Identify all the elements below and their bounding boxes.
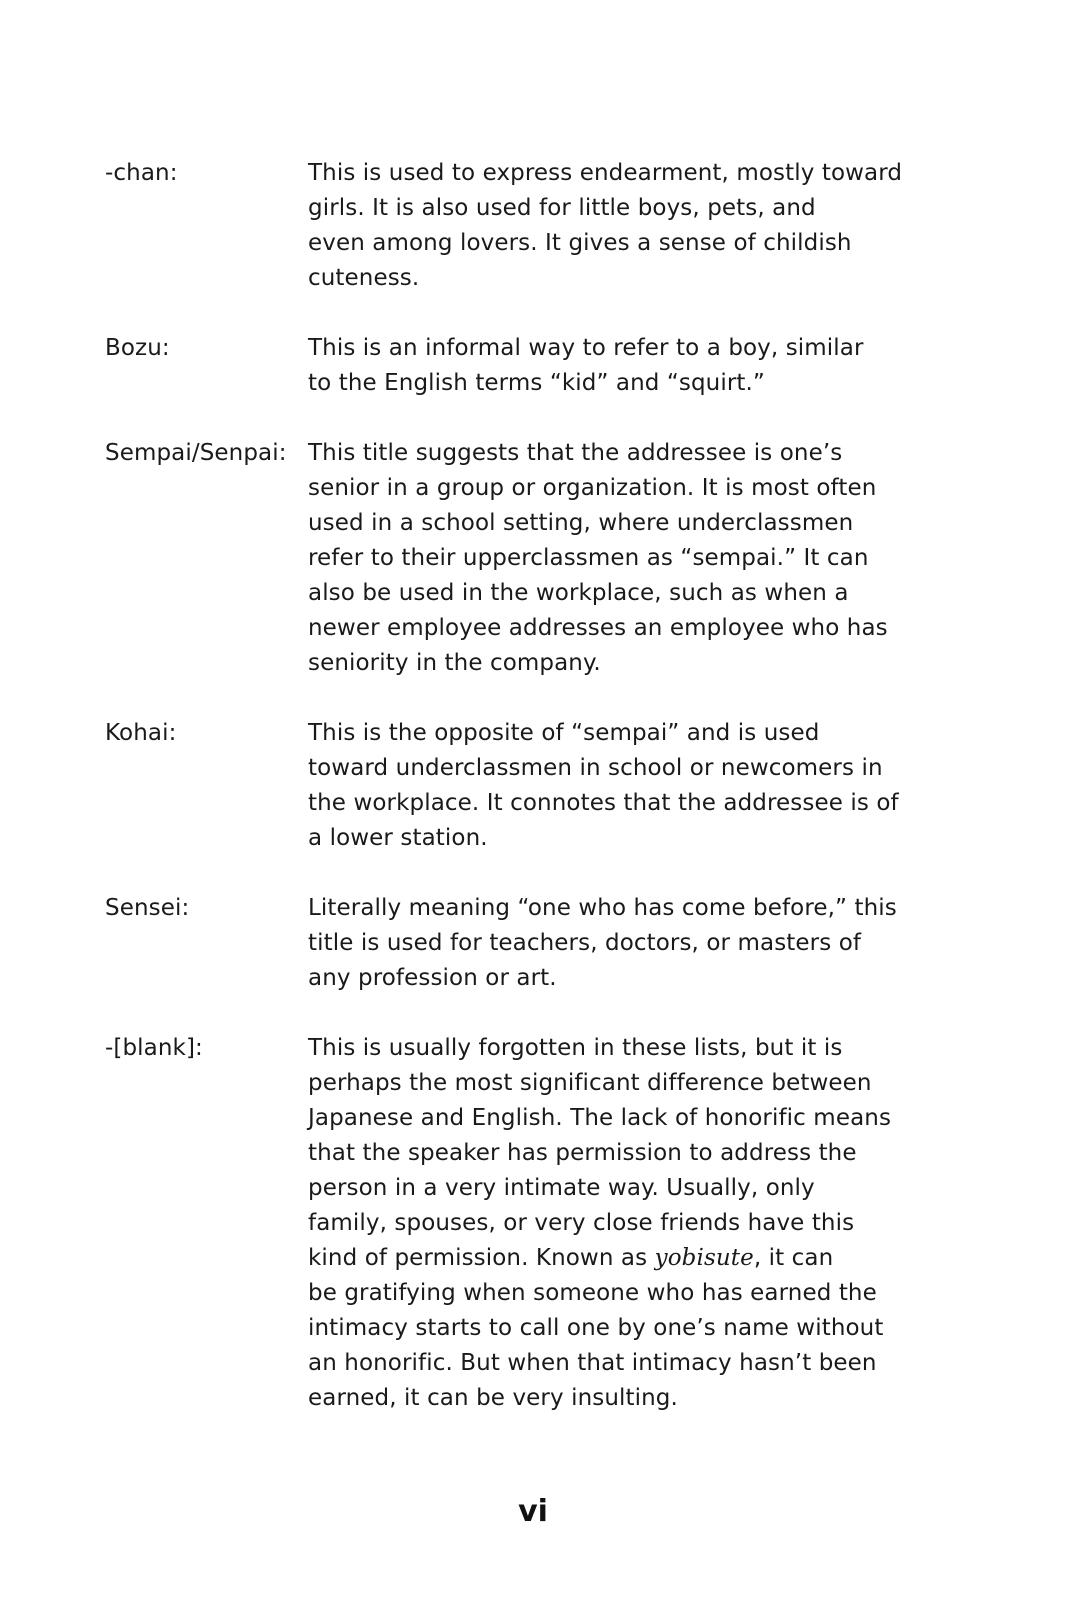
glossary-definition [308,156,944,296]
glossary-term: Sempai/Senpai: [105,440,287,466]
glossary-entry-bozu [105,331,945,401]
definition-line: Literally meaning “one who has come before,” this [308,895,897,921]
honorifics-glossary [105,156,945,1451]
definition-line: This is used to express endearment, mostly toward [308,160,903,186]
glossary-entry-sempai [105,436,945,681]
definition-line: refer to their upperclassmen as “sempai.” It can [308,545,869,571]
definition-line: to the English terms “kid” and “squirt.” [308,370,765,396]
definition-line-with-italic [308,1241,944,1276]
glossary-term: Kohai: [105,720,177,746]
definition-line: even among lovers. It gives a sense of childish [308,230,852,256]
definition-line: a lower station. [308,825,488,851]
definition-line: person in a very intimate way. Usually, only [308,1175,815,1201]
glossary-entry-kohai [105,716,945,856]
definition-line: perhaps the most significant difference between [308,1070,872,1096]
italic-term-yobisute: yobisute [654,1245,754,1271]
definition-line: seniority in the company. [308,650,601,676]
glossary-definition [308,891,944,996]
definition-line: This is an informal way to refer to a boy, similar [308,335,864,361]
definition-line: title is used for teachers, doctors, or masters of [308,930,862,956]
definition-line: any profession or art. [308,965,557,991]
definition-text: , it can [753,1245,834,1271]
definition-line: used in a school setting, where underclassmen [308,510,854,536]
definition-line: earned, it can be very insulting. [308,1385,678,1411]
glossary-definition [308,331,944,401]
glossary-entry-chan [105,156,945,296]
glossary-definition [308,716,944,856]
definition-line: This is the opposite of “sempai” and is used [308,720,820,746]
glossary-definition [308,436,944,681]
definition-line: toward underclassmen in school or newcomers in [308,755,883,781]
glossary-term: Bozu: [105,335,170,361]
definition-line: that the speaker has permission to address the [308,1140,857,1166]
definition-line: intimacy starts to call one by one’s name without [308,1315,884,1341]
definition-line: an honorific. But when that intimacy hasn’t been [308,1350,877,1376]
definition-line: also be used in the workplace, such as when a [308,580,849,606]
definition-line: be gratifying when someone who has earned the [308,1280,877,1306]
glossary-term: -[blank]: [105,1035,203,1061]
definition-line: girls. It is also used for little boys, pets, and [308,195,816,221]
glossary-definition [308,1031,944,1416]
glossary-term: Sensei: [105,895,190,921]
definition-line: the workplace. It connotes that the addressee is of [308,790,899,816]
definition-line: family, spouses, or very close friends have this [308,1210,855,1236]
definition-line: cuteness. [308,265,420,291]
definition-line: Japanese and English. The lack of honorific means [308,1105,892,1131]
page-number: vi [518,1494,548,1529]
glossary-entry-blank [105,1031,945,1416]
glossary-term: -chan: [105,160,178,186]
definition-text: kind of permission. Known as [308,1245,655,1271]
definition-line: newer employee addresses an employee who has [308,615,888,641]
definition-line: This title suggests that the addressee is one’s [308,440,843,466]
glossary-entry-sensei [105,891,945,996]
definition-line: senior in a group or organization. It is most often [308,475,877,501]
definition-line: This is usually forgotten in these lists, but it is [308,1035,843,1061]
